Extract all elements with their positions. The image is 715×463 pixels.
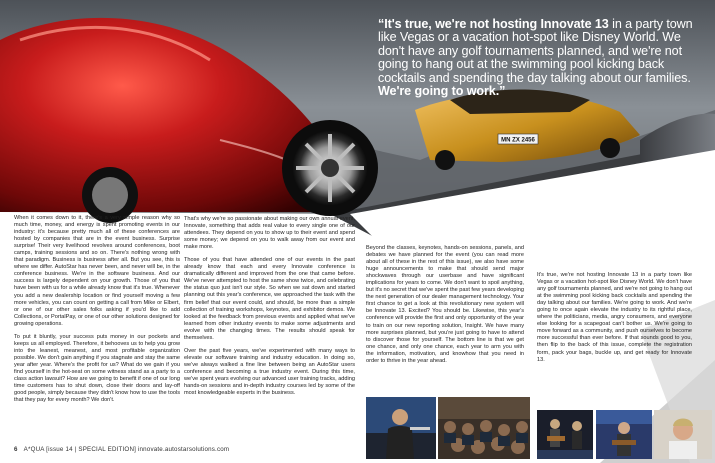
- page-footer: [14, 446, 229, 453]
- pull-quote-close: We're going to work.”: [378, 84, 506, 99]
- article-column-1: [14, 215, 180, 410]
- paragraph: That's why we're so passionate about making our own annual event, Innovate, something that adds real value to every single one of our attendees. They depend on you to show up to their event and spend some money; we depend on you to walk away from our event and make more.: [184, 216, 355, 251]
- photo-audience: [438, 397, 530, 459]
- paragraph: When it comes down to it, there's a very simple reason why so much time, money, and energy is spent promoting events in our industry: it's because pretty much all of these conferences are hosted by companies that are in the event business. Surprise surprise! Their very livelihood revolves around conferences, boot camps, training sessions and so on. There's nothing wrong with that paradigm. Business is business after all. But you see, this is where we differ. AutoStar has never been, and never will be, in the conference business. We're in the software business. And our success is largely dependent on your growth. Those of you that have been with us for a while already know that it's true. Whenever you add a new dealership location or find yourself moving a few more vehicles, you can count on getting a call from Mike or Elbert, or one of our other sales folks asking if you'd like to add Collections, or PortalPay, or one of our other solutions designed for growing operations.: [14, 215, 180, 327]
- photo-performer: [596, 410, 652, 459]
- license-plate: MN ZX 2456: [501, 137, 535, 144]
- article-column-2: [184, 216, 355, 403]
- page-number: 6: [14, 446, 18, 453]
- paragraph: Beyond the classes, keynotes, hands-on sessions, panels, and debates we have planned for the event (you can read more about all of these in the rest of this issue), we also have some huge announcements to make that should send major shockwaves through our userbase and have significant implications for years to come. We don't want to spoil anything, but it's no secret that we've spent the past few years developing the next generation of our dealer management technology. Your first chance to get a look at this revolutionary new system will be Innovate 13. Excited? You should be. Likewise, this year's conference will provide the first and only opportunity of the year to train on our new reporting solution, Insight. We have many more surprises planned, but you're just going to have to attend to discover those for yourself. The bottom line is that we get one chance, and only one chance, each year to arm you with the information, motivation, and knowhow that you need in order to thrive in the year ahead.: [366, 245, 524, 364]
- pull-quote-body: in a party town like Vegas or a vacation hot-spot like Disney World. We don't have any golf tournaments planned, and we're not going to hang out at the swimming pool kicking back cocktails and spending the day talking about our families.: [378, 17, 693, 85]
- photo-attendee: [654, 410, 712, 459]
- pull-quote-open: “It's true, we're not hosting Innovate 13: [378, 17, 609, 31]
- photo-band: [537, 410, 593, 459]
- photo-presenter: [366, 397, 436, 459]
- pull-quote: [378, 18, 710, 98]
- paragraph: Over the past five years, we've experimented with many ways to elevate our software training and industry education. In doing so, we've always walked a fine line between being an AutoStar users conference and becoming a true industry event. During this time, we've spent years evolving our advanced user training tracks, adding hands-on sessions and in-depth industry courses led by some of the most knowledgeable experts in the business.: [184, 347, 355, 397]
- footer-text: A*QUA [issue 14 | SPECIAL EDITION] innovate.autostarsolutions.com: [23, 446, 230, 453]
- article-column-4: [537, 272, 692, 370]
- article-column-3: [366, 245, 524, 371]
- paragraph: Those of you that have attended one of our events in the past already know that each and every Innovate conference is dramatically different and improved from the one that came before. We've never attempted to host the same show twice, and celebrating the status quo just isn't our style. So when we sat down and started planning out this year's conference, we approached the task with the firm belief that our event could, and should, be more than a simple collection of training workshops, keynotes, and exhibitor demos. We looked at the feedback from previous events and applied what we've learned from other industry events to make some adjustments and evolve with the changing times. The results should speak for themselves.: [184, 257, 355, 341]
- paragraph: It's true, we're not hosting Innovate 13 in a party town like Vegas or a vacation hot-spot like Disney World. We don't have any golf tournaments planned, and we're not going to hang out at the swimming pool kicking back cocktails and spending the day talking about our families. We're going to work. And we're going to once again elevate the industry to its rightful place, where the politicians, media, angry consumers, and everyone else looking for a scapegoat can't bother us. We're going to move forward as a community, and push ourselves to become more successful than ever before. If that sounds good to you, then flip to the back of this issue, complete the registration form, pack your bags, buckle up, and get ready for Innovate 13.: [537, 272, 693, 363]
- paragraph: To put it bluntly, your success puts money in our pockets and keeps us all employed. Therefore, it behooves us to help you grow into the leanest, meanest, and most profitable organization possible. We don't gain anything if you stagnate and stay the same year after year. Where's the profit for us? What do we gain if you find yourself in the hot-seat on some witness stand as a party to a class action lawsuit? How are we going to benefit if one of our long time customers has to shut down, close their doors and lay-off good people, simply because they didn't know how to use the tools that they pay for every month? We don't.: [14, 333, 180, 404]
